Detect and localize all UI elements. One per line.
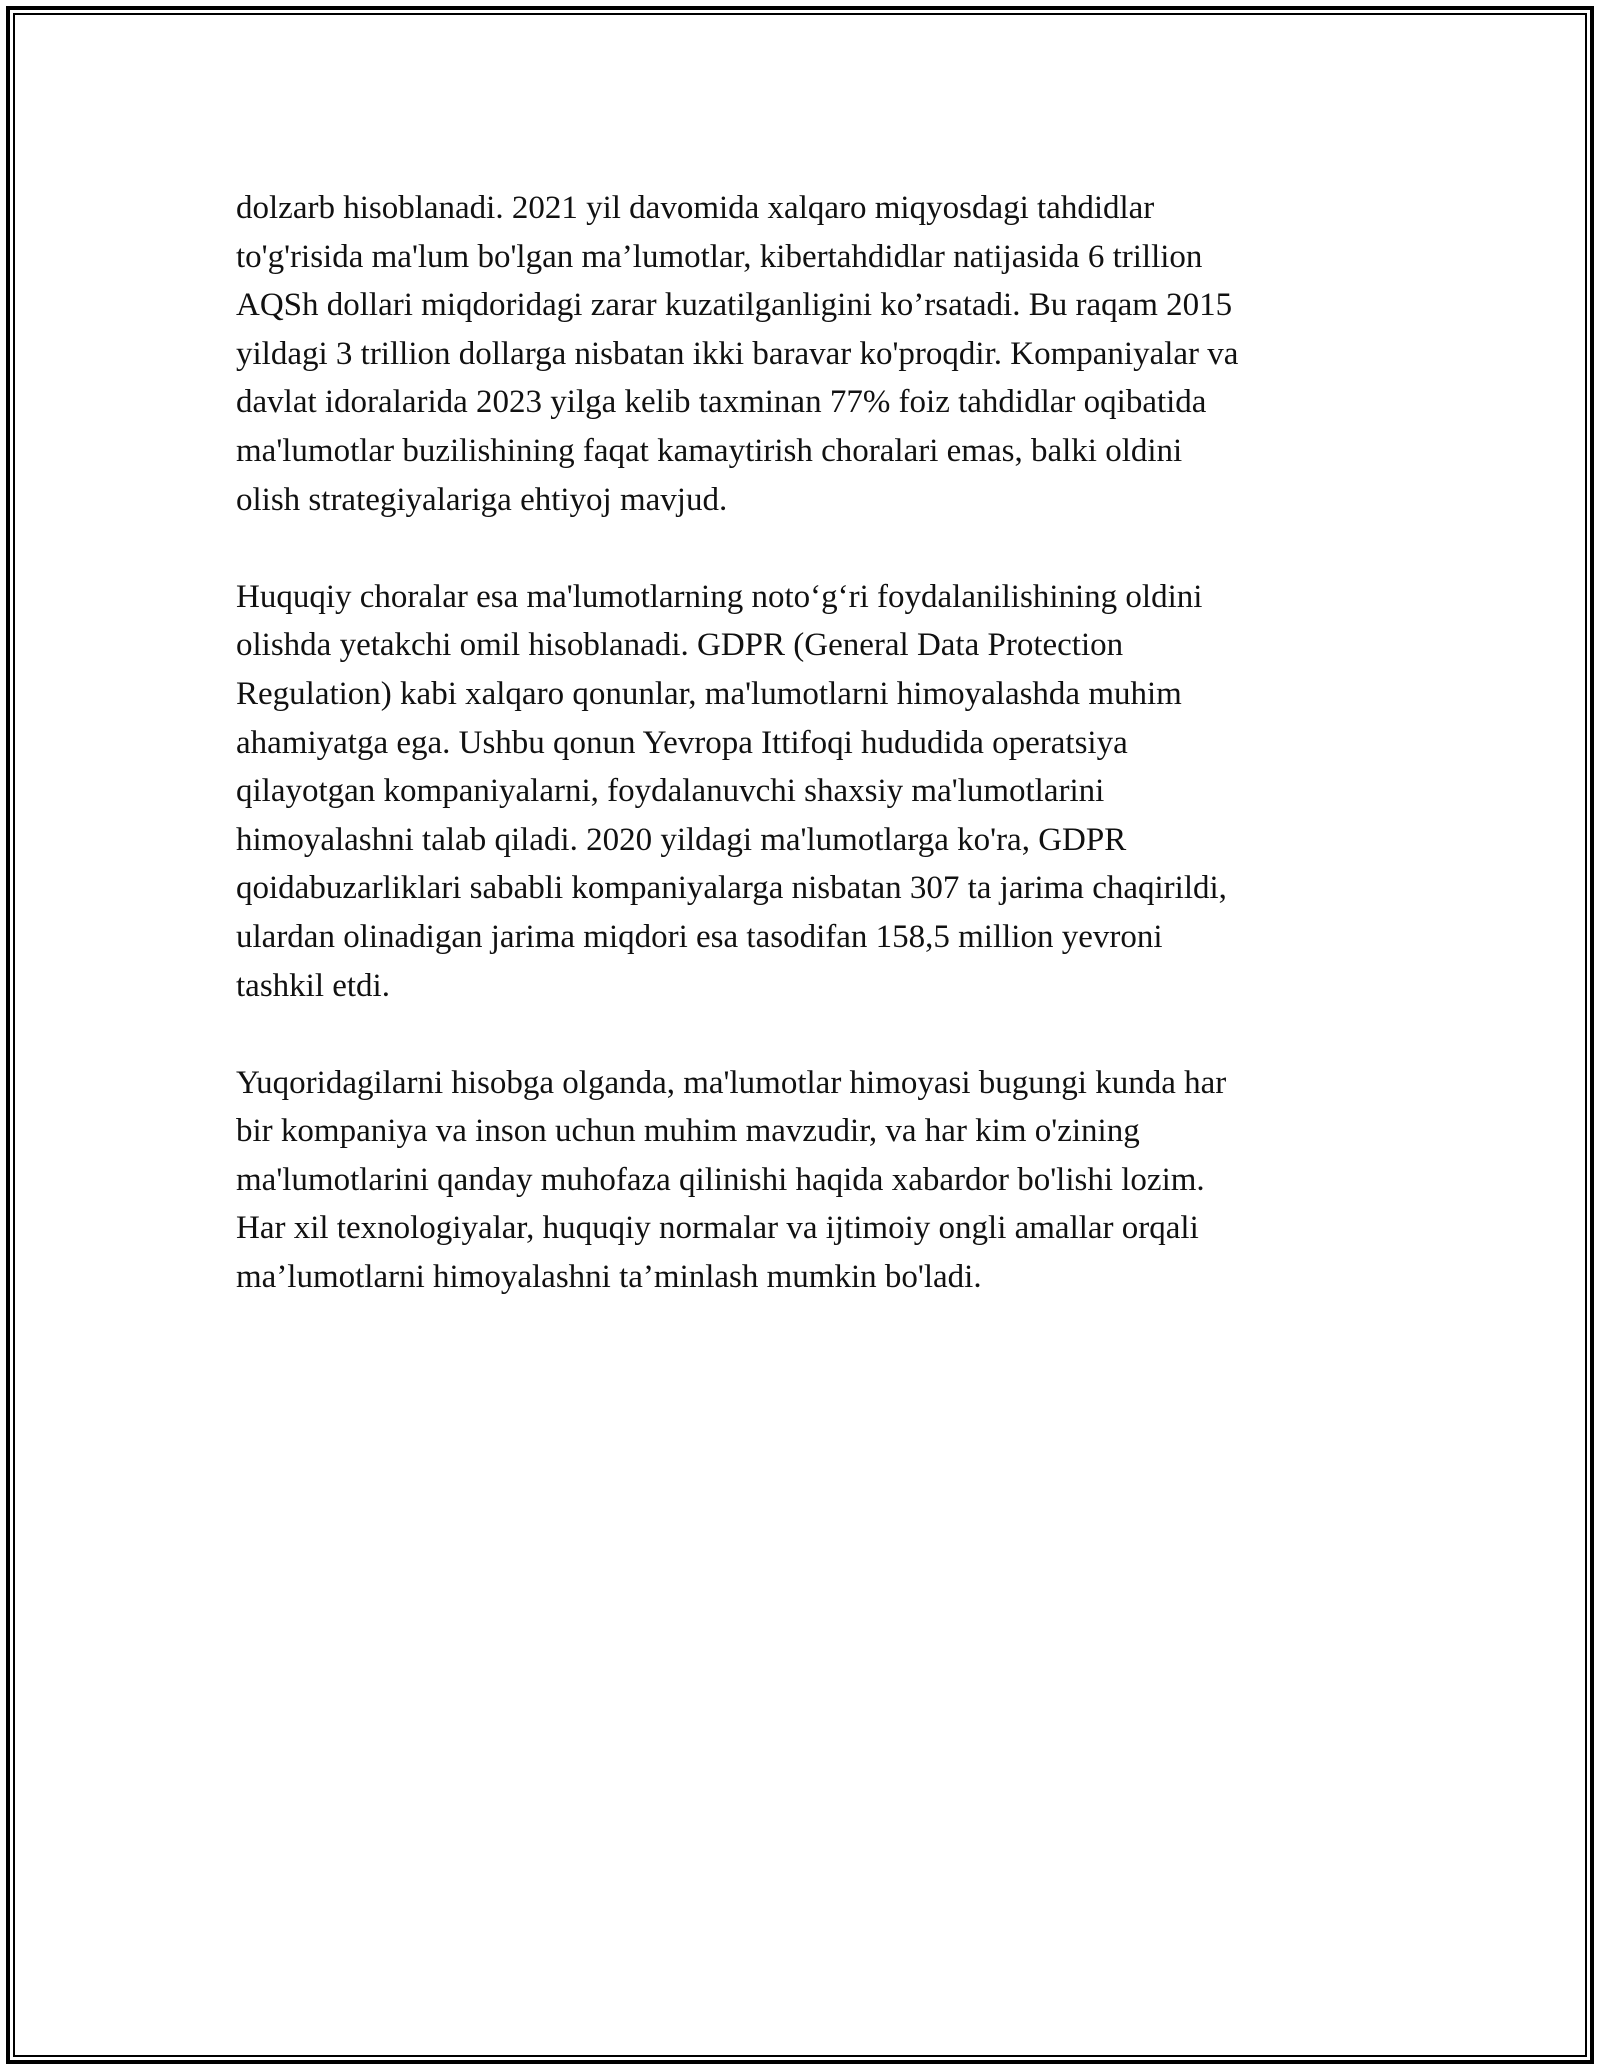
document-body bbox=[236, 184, 1376, 1350]
text-line: yildagi 3 trillion dollarga nisbatan ikki baravar ko'proqdir. Kompaniyalar va bbox=[236, 335, 1239, 372]
text-line: bir kompaniya va inson uchun muhim mavzudir, va har kim o'zining bbox=[236, 1113, 1140, 1150]
text-line: ma'lumotlar buzilishining faqat kamaytirish choralari emas, balki oldini bbox=[236, 432, 1183, 469]
text-line: ma'lumotlarini qanday muhofaza qilinishi haqida xabardor bo'lishi lozim. bbox=[236, 1161, 1205, 1198]
text-line: qoidabuzarliklari sababli kompaniyalarga nisbatan 307 ta jarima chaqirildi, bbox=[236, 870, 1227, 907]
text-line: dolzarb hisoblanadi. 2021 yil davomida xalqaro miqyosdagi tahdidlar bbox=[236, 190, 1155, 226]
text-line: ahamiyatga ega. Ushbu qonun Yevropa Ittifoqi hududida operatsiya bbox=[236, 724, 1128, 761]
text-line: tashkil etdi. bbox=[236, 967, 390, 1004]
text-line: AQSh dollari miqdoridagi zarar kuzatilganligini ko’rsatadi. Bu raqam 2015 bbox=[236, 287, 1233, 324]
text-line: olish strategiyalariga ehtiyoj mavjud. bbox=[236, 481, 728, 518]
text-line: Huquqiy choralar esa ma'lumotlarning noto‘g‘ri foydalanilishining oldini bbox=[236, 578, 1203, 615]
text-line: ma’lumotlarni himoyalashni ta’minlash mumkin bo'ladi. bbox=[236, 1259, 982, 1296]
text-line: davlat idoralarida 2023 yilga kelib taxminan 77% foiz tahdidlar oqibatida bbox=[236, 384, 1207, 421]
text-line: qilayotgan kompaniyalarni, foydalanuvchi shaxsiy ma'lumotlarini bbox=[236, 773, 1105, 810]
text-line: olishda yetakchi omil hisoblanadi. GDPR (General Data Protection bbox=[236, 627, 1124, 664]
paragraph-1 bbox=[236, 184, 1376, 524]
text-line: himoyalashni talab qiladi. 2020 yildagi ma'lumotlarga ko'ra, GDPR bbox=[236, 821, 1127, 858]
text-line: Har xil texnologiyalar, huquqiy normalar va ijtimoiy ongli amallar orqali bbox=[236, 1210, 1199, 1247]
text-line: Regulation) kabi xalqaro qonunlar, ma'lumotlarni himoyalashda muhim bbox=[236, 675, 1182, 712]
paragraph-2 bbox=[236, 573, 1376, 1010]
text-line: to'g'risida ma'lum bo'lgan ma’lumotlar, kibertahdidlar natijasida 6 trillion bbox=[236, 238, 1203, 275]
text-line: Yuqoridagilarni hisobga olganda, ma'lumotlar himoyasi bugungi kunda har bbox=[236, 1064, 1227, 1101]
text-line: ulardan olinadigan jarima miqdori esa tasodifan 158,5 million yevroni bbox=[236, 918, 1163, 955]
paragraph-3 bbox=[236, 1059, 1376, 1302]
